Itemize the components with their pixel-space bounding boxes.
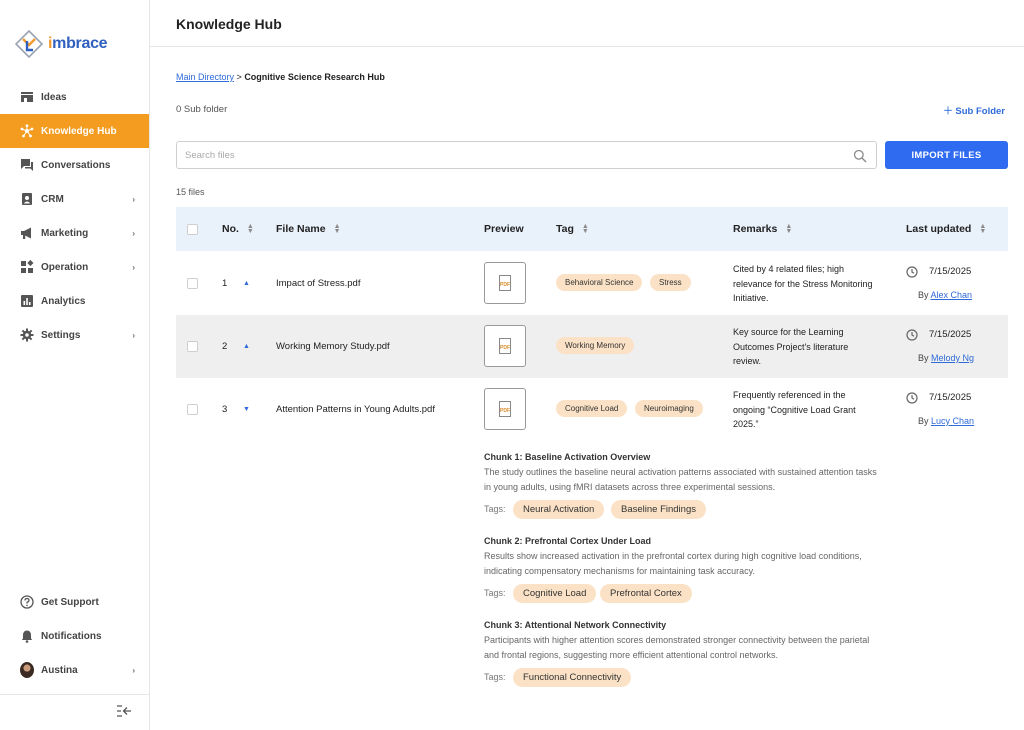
- help-icon: [20, 595, 34, 609]
- collapse-down-icon[interactable]: ▼: [243, 406, 250, 413]
- pdf-preview[interactable]: [484, 262, 526, 304]
- file-name[interactable]: Working Memory Study.pdf: [276, 341, 390, 352]
- megaphone-icon: [20, 226, 34, 240]
- breadcrumb-separator: >: [236, 72, 242, 82]
- bell-icon: [20, 629, 34, 643]
- clock-icon: [906, 391, 918, 403]
- sidebar-item-label: Marketing: [41, 227, 89, 239]
- breadcrumb-root-link[interactable]: Main Directory: [176, 72, 235, 82]
- widgets-icon: [20, 260, 34, 274]
- page-title: Knowledge Hub: [176, 16, 282, 32]
- sidebar-item-label: Conversations: [41, 159, 111, 171]
- tag-badge: Neuroimaging: [635, 400, 703, 417]
- sidebar-item-label: Analytics: [41, 295, 86, 307]
- tags-label: Tags:: [484, 504, 506, 514]
- chevron-right-icon: ›: [132, 194, 135, 204]
- subfolder-count: 0 Sub folder: [176, 104, 228, 115]
- sidebar-item-settings[interactable]: [0, 318, 149, 352]
- chunk-item: [484, 452, 884, 520]
- updated-by: By Melody Ng: [918, 353, 975, 363]
- sidebar-nav: [0, 80, 149, 352]
- sidebar-item-crm[interactable]: [0, 182, 149, 216]
- column-header-remarks[interactable]: Remarks ▲ ▼: [733, 223, 793, 235]
- column-header-last-updated[interactable]: Last updated ▲ ▼: [906, 223, 987, 235]
- contact-icon: [20, 192, 34, 206]
- sidebar-item-ideas[interactable]: [0, 80, 149, 114]
- table-header: [176, 207, 1008, 251]
- row-number: 1: [222, 278, 228, 289]
- pdf-icon: PDF: [499, 401, 511, 417]
- column-header-file-name[interactable]: File Name ▲ ▼: [276, 223, 341, 235]
- page-header: [150, 0, 1024, 47]
- chevron-right-icon: ›: [132, 262, 135, 272]
- breadcrumb: [176, 72, 385, 82]
- sidebar-item-knowledge-hub[interactable]: [0, 114, 149, 148]
- logo-text: imbrace: [48, 35, 108, 52]
- updated-by: By Lucy Chan: [918, 416, 975, 426]
- remarks: Key source for the Learning Outcomes Project's literature review.: [733, 327, 849, 366]
- collapse-sidebar-icon[interactable]: [116, 705, 132, 720]
- sidebar-item-label: CRM: [41, 193, 64, 205]
- sidebar: [0, 0, 150, 730]
- user-link[interactable]: Lucy Chan: [931, 416, 975, 426]
- sidebar-item-label: Knowledge Hub: [41, 125, 117, 137]
- table-row[interactable]: [176, 315, 1008, 378]
- row-checkbox[interactable]: [187, 341, 198, 352]
- tag-badge: Working Memory: [556, 337, 634, 354]
- tag-badge: Cognitive Load: [513, 584, 596, 603]
- tags-label: Tags:: [484, 588, 506, 598]
- chunk-tags: [484, 500, 884, 520]
- pdf-icon: PDF: [499, 338, 511, 354]
- breadcrumb-current: Cognitive Science Research Hub: [244, 72, 385, 82]
- last-updated-date: 7/15/2025: [929, 329, 972, 340]
- last-updated-date: 7/15/2025: [929, 266, 972, 277]
- chunk-text: The study outlines the baseline neural activation patterns associated with sustained attention tasks in young adults, using fMRI datasets across three experimental sessions.: [484, 467, 877, 492]
- tag-badge: Behavioral Science: [556, 274, 642, 291]
- tag-badge: Stress: [650, 274, 691, 291]
- user-link[interactable]: Alex Chan: [930, 290, 973, 300]
- pdf-icon: PDF: [499, 275, 511, 291]
- sidebar-item-label: Settings: [41, 329, 81, 341]
- column-header-no[interactable]: No. ▲ ▼: [222, 223, 254, 235]
- chunk-tags: [484, 584, 884, 604]
- plus-icon: ＋: [943, 106, 953, 117]
- sidebar-item-label: Austina: [41, 664, 78, 676]
- store-icon: [20, 90, 34, 104]
- sidebar-item-user[interactable]: [0, 653, 149, 687]
- sidebar-bottom: [0, 585, 149, 687]
- sidebar-collapse-bar: [0, 694, 149, 730]
- tag-badge: Prefrontal Cortex: [600, 584, 692, 603]
- clock-icon: [906, 328, 918, 340]
- sidebar-item-label: Notifications: [41, 630, 102, 642]
- search-box: [176, 141, 877, 169]
- sort-icon: ▲ ▼: [979, 223, 987, 235]
- sidebar-item-marketing[interactable]: [0, 216, 149, 250]
- clock-icon: [906, 265, 918, 277]
- user-link[interactable]: Melody Ng: [931, 353, 975, 363]
- logo-icon: [14, 29, 44, 59]
- sidebar-item-label: Operation: [41, 261, 89, 273]
- tag-badge: Cognitive Load: [556, 400, 627, 417]
- file-name[interactable]: Attention Patterns in Young Adults.pdf: [276, 404, 435, 415]
- sidebar-item-get-support[interactable]: [0, 585, 149, 619]
- sidebar-item-conversations[interactable]: [0, 148, 149, 182]
- row-checkbox[interactable]: [187, 404, 198, 415]
- chunk-text: Results show increased activation in the prefrontal cortex during high cognitive load conditions, indicating compensatory mechanisms for maintaining task accuracy.: [484, 551, 862, 576]
- chunk-tags: [484, 668, 884, 688]
- row-number: 2: [222, 341, 228, 352]
- chevron-right-icon: ›: [132, 228, 135, 238]
- chunk-title: Chunk 3: Attentional Network Connectivity: [484, 620, 667, 630]
- sort-icon: ▲ ▼: [246, 223, 254, 235]
- chunk-title: Chunk 2: Prefrontal Cortex Under Load: [484, 536, 652, 546]
- last-updated-date: 7/15/2025: [929, 392, 972, 403]
- sidebar-item-analytics[interactable]: [0, 284, 149, 318]
- chunk-item: [484, 536, 884, 604]
- add-subfolder-button[interactable]: [943, 103, 1005, 117]
- sidebar-item-label: Ideas: [41, 91, 67, 103]
- chunk-item: [484, 620, 884, 688]
- chevron-right-icon: ›: [132, 665, 135, 675]
- tags-label: Tags:: [484, 672, 506, 682]
- select-all-checkbox[interactable]: [187, 224, 198, 235]
- sort-icon: ▲ ▼: [785, 223, 793, 235]
- remarks: Cited by 4 related files; high relevance for the Stress Monitoring Initiative.: [733, 264, 873, 303]
- remarks: Frequently referenced in the ongoing “Cognitive Load Grant 2025.”: [733, 390, 856, 429]
- row-checkbox[interactable]: [187, 278, 198, 289]
- file-count: 15 files: [176, 187, 205, 197]
- tag-badge: Baseline Findings: [611, 500, 706, 519]
- hub-icon: [20, 124, 34, 138]
- table-row[interactable]: [176, 378, 1008, 441]
- import-files-button[interactable]: IMPORT FILES: [885, 141, 1008, 169]
- chart-icon: [20, 294, 34, 308]
- row-number: 3: [222, 404, 228, 415]
- sort-icon: ▲ ▼: [581, 223, 589, 235]
- chevron-right-icon: ›: [132, 330, 135, 340]
- sidebar-item-operation[interactable]: [0, 250, 149, 284]
- chunk-title: Chunk 1: Baseline Activation Overview: [484, 452, 651, 462]
- pdf-preview[interactable]: [484, 325, 526, 367]
- expand-up-icon[interactable]: ▲: [243, 280, 250, 287]
- sidebar-item-notifications[interactable]: [0, 619, 149, 653]
- gear-icon: [20, 328, 34, 342]
- column-header-tag[interactable]: Tag ▲ ▼: [556, 223, 589, 235]
- add-subfolder-label: Sub Folder: [955, 106, 1005, 117]
- sidebar-item-label: Get Support: [41, 596, 99, 608]
- pdf-preview[interactable]: [484, 388, 526, 430]
- tag-badge: Neural Activation: [513, 500, 604, 519]
- search-icon[interactable]: [853, 149, 867, 168]
- chat-icon: [20, 158, 34, 172]
- search-input[interactable]: [177, 142, 827, 168]
- chunk-text: Participants with higher attention scores demonstrated stronger connectivity between the parietal and frontal regions, suggesting more efficient attentional control networks.: [484, 635, 870, 660]
- logo[interactable]: [14, 28, 107, 60]
- tag-badge: Functional Connectivity: [513, 668, 631, 687]
- avatar: [20, 662, 34, 678]
- table-row[interactable]: [176, 252, 1008, 315]
- column-header-preview: Preview: [484, 223, 524, 235]
- updated-by: By Alex Chan: [918, 290, 973, 300]
- expand-up-icon[interactable]: ▲: [243, 343, 250, 350]
- sort-icon: ▲ ▼: [333, 223, 341, 235]
- file-name[interactable]: Impact of Stress.pdf: [276, 278, 361, 289]
